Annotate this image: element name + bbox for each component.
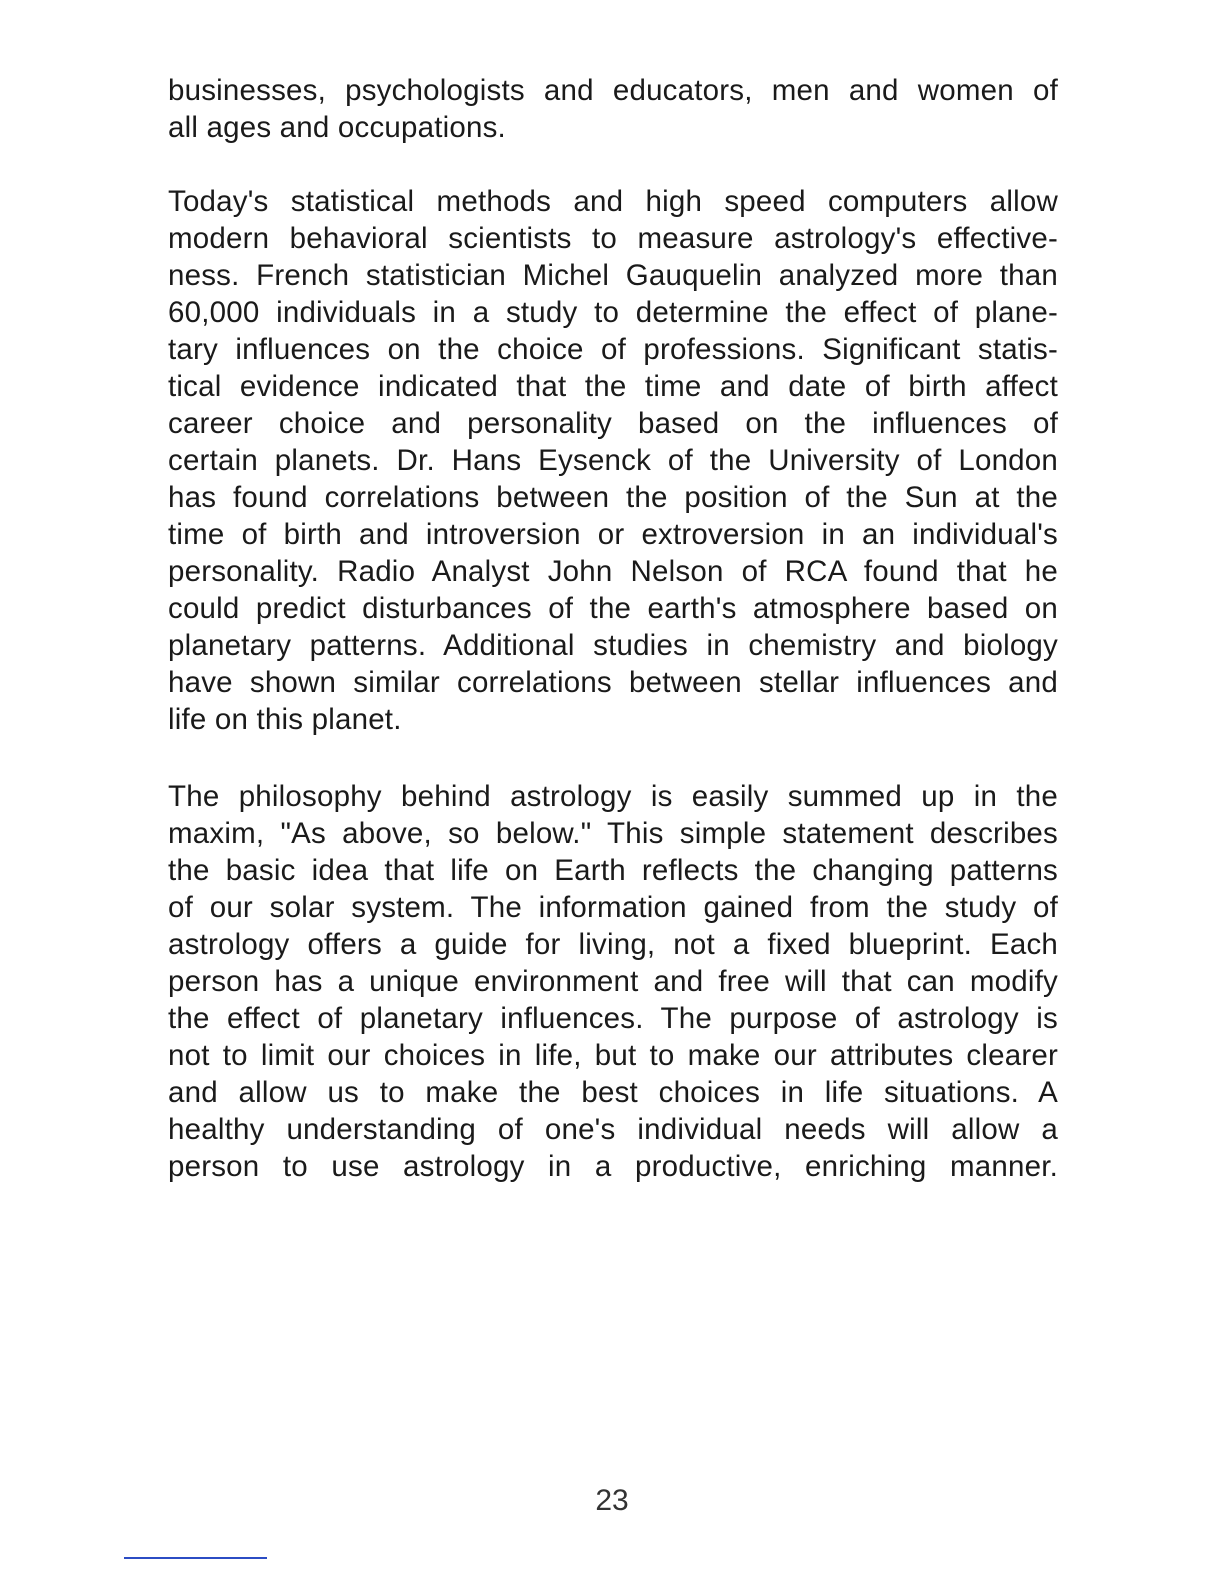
text-line: not to limit our choices in life, but to make our attributes clearer (168, 1039, 1058, 1072)
text-line: time of birth and introversion or extroversion in an individual's (168, 518, 1058, 551)
text-line: person to use astrology in a productive, enriching manner. (168, 1150, 1058, 1183)
text-line: of our solar system. The information gained from the study of (168, 891, 1058, 924)
text-line: person has a unique environment and free will that can modify (168, 965, 1058, 998)
text-line: all ages and occupations. (168, 111, 506, 144)
paragraph-2 (168, 183, 1058, 738)
text-line: astrology offers a guide for living, not a fixed blueprint. Each (168, 928, 1058, 961)
paragraph-3 (168, 778, 1058, 1185)
text-line: certain planets. Dr. Hans Eysenck of the University of London (168, 444, 1058, 477)
text-line: businesses, psychologists and educators, men and women of (168, 74, 1058, 107)
text-line: the effect of planetary influences. The purpose of astrology is (168, 1002, 1058, 1035)
text-line: personality. Radio Analyst John Nelson of RCA found that he (168, 555, 1058, 588)
text-line: has found correlations between the position of the Sun at the (168, 481, 1058, 514)
paragraph-1 (168, 72, 1058, 146)
text-line: tical evidence indicated that the time and date of birth affect (168, 370, 1058, 403)
text-line: could predict disturbances of the earth's atmosphere based on (168, 592, 1058, 625)
text-line: career choice and personality based on the influences of (168, 407, 1058, 440)
text-line: ness. French statistician Michel Gauquelin analyzed more than (168, 259, 1058, 292)
text-line: tary influences on the choice of professions. Significant statis- (168, 333, 1058, 366)
text-line: modern behavioral scientists to measure astrology's effective- (168, 222, 1058, 255)
text-line: and allow us to make the best choices in life situations. A (168, 1076, 1058, 1109)
text-line: planetary patterns. Additional studies in chemistry and biology (168, 629, 1058, 662)
text-line: life on this planet. (168, 703, 402, 736)
text-line: healthy understanding of one's individual needs will allow a (168, 1113, 1058, 1146)
bottom-rule (124, 1557, 267, 1559)
text-line: maxim, "As above, so below." This simple statement describes (168, 817, 1058, 850)
text-line: 60,000 individuals in a study to determine the effect of plane- (168, 296, 1058, 329)
text-line: have shown similar correlations between stellar influences and (168, 666, 1058, 699)
page-number: 23 (595, 1484, 629, 1517)
text-line: The philosophy behind astrology is easily summed up in the (168, 780, 1058, 813)
text-line: the basic idea that life on Earth reflects the changing patterns (168, 854, 1058, 887)
text-line: Today's statistical methods and high speed computers allow (168, 185, 1058, 218)
